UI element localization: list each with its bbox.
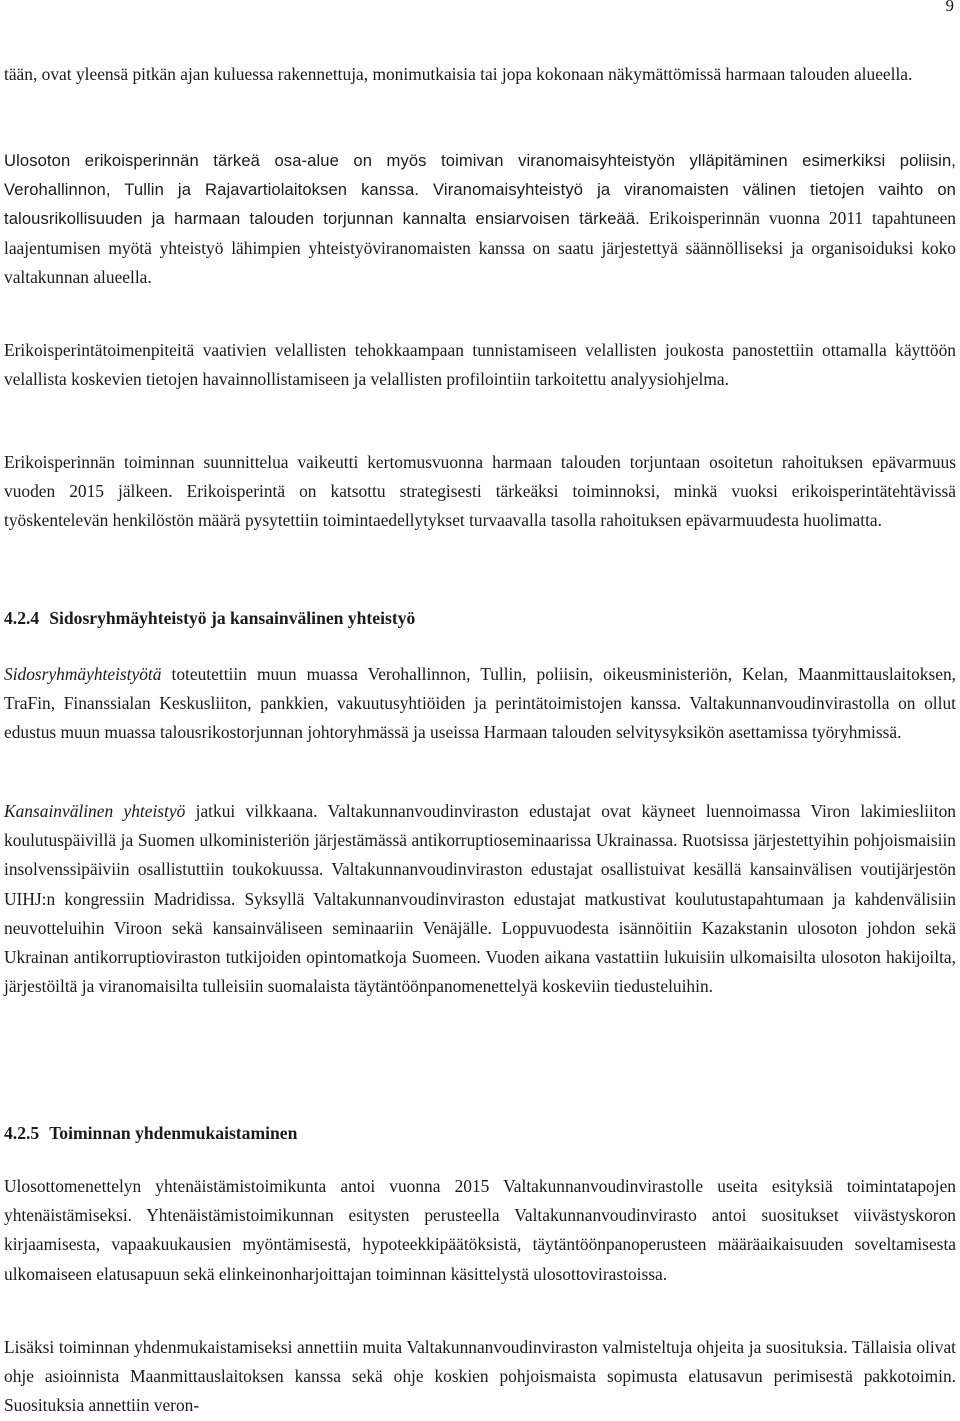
paragraph-text: Erikoisperintätoimenpiteitä vaativien velallisten tehokkaampaan tunnistamiseen velallisten joukosta panostettiin ottamalla käyttöön velallista koskevien tietojen havainnollistamiseen ja velallisten profilointiin tarkoitettu analyysiohjelma. xyxy=(4,340,956,390)
paragraph-guidelines xyxy=(4,1333,956,1421)
paragraph-funding xyxy=(4,448,956,536)
paragraph-text-sans: Ulosoton erikoisperinnän tärkeä osa-alue on myös toimivan viranomaisyhteistyön ylläpitäminen esimerkiksi poliisin, Verohallinnon, Tullin ja Rajavartiolaitoksen kanssa. Viranomaisyhteistyö ja viranomaisten välinen tietojen vaihto on talousrikollisuuden ja harmaan talouden torjunnan kannalta ensiarvoisen tärkeää. xyxy=(4,151,956,229)
paragraph-harmonization xyxy=(4,1172,956,1289)
paragraph-text: tään, ovat yleensä pitkän ajan kuluessa rakennettuja, monimutkaisia tai jopa kokonaan näkymättömissä harmaan talouden alueella. xyxy=(4,64,913,84)
section-heading-4-2-4 xyxy=(4,604,415,633)
paragraph-international xyxy=(4,797,956,1001)
paragraph-cooperation xyxy=(4,146,956,292)
paragraph-text: jatkui vilkkaana. Valtakunnanvoudinviraston edustajat ovat käyneet luennoimassa Viron lakimiesliiton koulutuspäivillä ja Suomen ulkoministeriön järjestämässä antikorruptioseminaarissa Ukrainassa. Ruotsissa järjestettyihin pohjoismaisiin insolvenssipäiviin osallistuttiin toukokuussa. Valtakunnanvoudinviraston edustajat osallistuivat kesällä kansainvälisen voutijärjestön UIHJ:n kongressiin Madridissa. Syksyllä Valtakunnanvoudinviraston edustajat matkustivat koulutustapahtumaan ja kahdenvälisiin neuvotteluihin Viroon sekä kansainväliseen seminaariin Venäjälle. Loppuvuodesta isännöitiin Kazakstanin ulosoton johdon sekä Ukrainan antikorruptioviraston tutkijoiden opintomatkoja Suomeen. Vuoden aikana vastattiin lukuisiin ulkomaisilta ulosoton hakijoilta, järjestöiltä ja viranomaisilta tulleisiin suomalaista täytäntöönpanomenettelyä koskeviin tiedusteluihin. xyxy=(4,801,956,997)
section-number: 4.2.4 xyxy=(4,608,40,628)
paragraph-text: Ulosottomenettelyn yhtenäistämistoimikunta antoi vuonna 2015 Valtakunnanvoudinvirastolle useita esityksiä toimintatapojen yhtenäistämiseksi. Yhtenäistämistoimikunnan esitysten perusteella Valtakunnanvoudinvirasto antoi suositukset viivästyskoron kirjaamisesta, vapaakuukausien myöntämisestä, hypoteekkipäätöksistä, täytäntöönpanoperusteen määräaikaisuuden soveltamisesta ulkomaiseen elatusapuun sekä elinkeinonharjoittajan toiminnan käsittelystä ulosottovirastoissa. xyxy=(4,1176,956,1284)
paragraph-analysis xyxy=(4,336,956,394)
paragraph-text: Erikoisperinnän vuonna 2011 tapahtuneen laajentumisen myötä yhteistyö lähimpien yhteistyöviranomaisten kanssa on saatu järjestettyä säännölliseksi ja organisoiduksi koko valtakunnan alueella. xyxy=(4,208,956,287)
section-title: Sidosryhmäyhteistyö ja kansainvälinen yhteistyö xyxy=(49,608,416,628)
section-number: 4.2.5 xyxy=(4,1123,40,1143)
section-title: Toiminnan yhdenmukaistaminen xyxy=(49,1123,298,1143)
paragraph-stakeholder xyxy=(4,660,956,748)
page-number: 9 xyxy=(945,0,954,15)
paragraph-text: Erikoisperinnän toiminnan suunnittelua vaikeutti kertomusvuonna harmaan talouden torjuntaan osoitetun rahoituksen epävarmuus vuoden 2015 jälkeen. Erikoisperintä on katsottu strategisesti tärkeäksi toiminnoksi, minkä vuoksi erikoisperintätehtävissä työskentelevän henkilöstön määrä pysytettiin toimintaedellytykset turvaavalla tasolla rahoituksen epävarmuudesta huolimatta. xyxy=(4,452,956,531)
paragraph-continuation xyxy=(4,60,956,89)
paragraph-text: Lisäksi toiminnan yhdenmukaistamiseksi annettiin muita Valtakunnanvoudinviraston valmisteltuja ohjeita ja suosituksia. Tällaisia olivat ohje asioinnista Maanmittauslaitoksen kanssa sekä ohje koskien pohjoismaista sopimusta elatusavun perimisestä pakkotoimin. Suosituksia annettiin veron- xyxy=(4,1337,956,1416)
section-heading-4-2-5 xyxy=(4,1119,297,1148)
italic-term: Sidosryhmäyhteistyötä xyxy=(4,664,162,684)
paragraph-text: toteutettiin muun muassa Verohallinnon, Tullin, poliisin, oikeusministeriön, Kelan, Maanmittauslaitoksen, TraFin, Finanssialan Keskusliiton, pankkien, vakuutusyhtiöiden ja perintätoimistojen kanssa. Valtakunnanvoudinvirastolla on ollut edustus muun muassa talousrikostorjunnan johtoryhmässä ja useissa Harmaan talouden selvitysyksikön asettamissa työryhmissä. xyxy=(4,664,956,743)
italic-term: Kansainvälinen yhteistyö xyxy=(4,801,186,821)
